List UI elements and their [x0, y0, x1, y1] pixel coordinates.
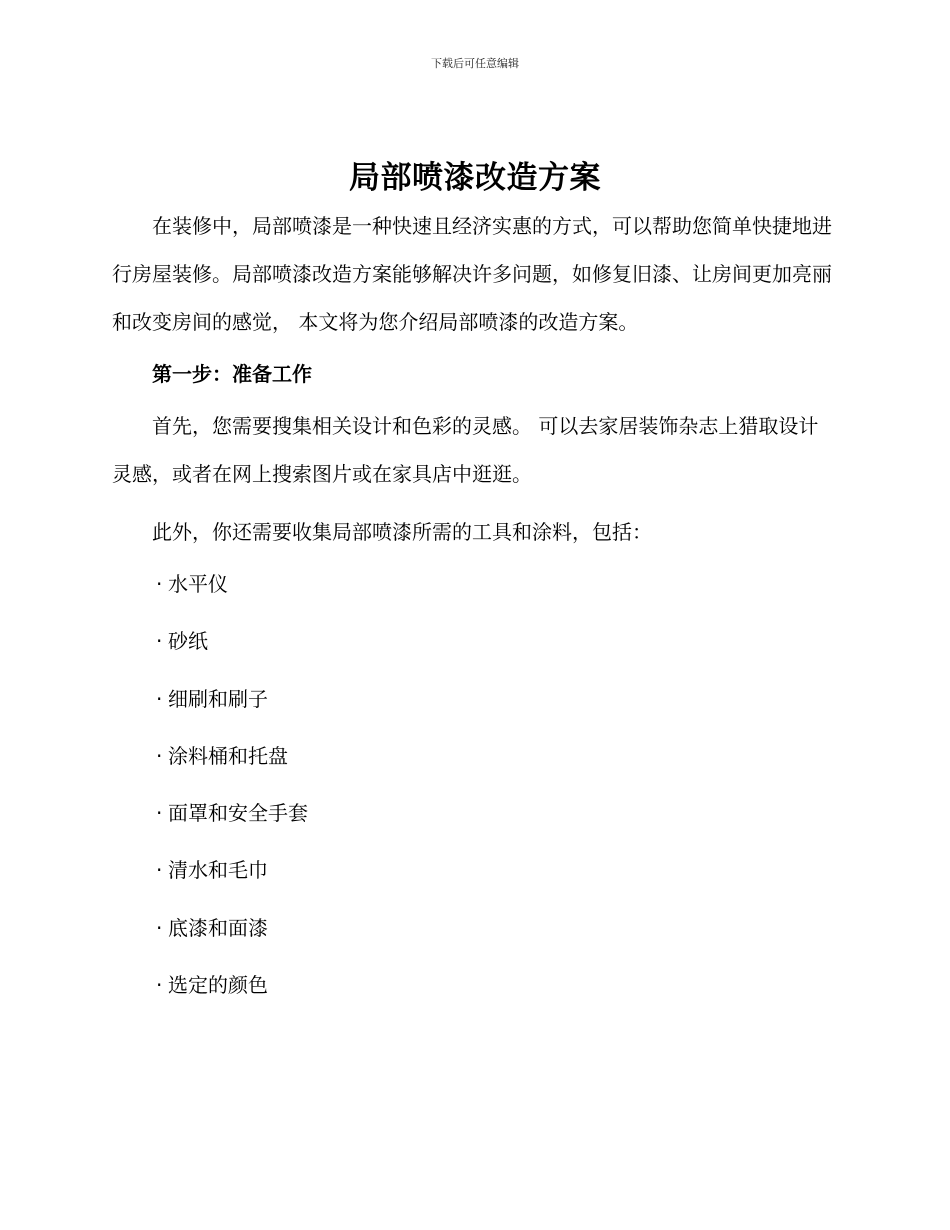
list-item [156, 785, 836, 842]
tool-list [112, 556, 836, 1014]
list-item-label: 选定的颜色 [168, 973, 268, 998]
list-item-label: 面罩和安全手套 [168, 801, 308, 826]
list-item [156, 957, 836, 1014]
list-item [156, 671, 836, 728]
list-item-label: 水平仪 [168, 572, 228, 596]
bullet-icon: · [156, 973, 163, 998]
list-item-label: 底漆和面漆 [168, 915, 268, 940]
step-heading: 第一步：准备工作 [152, 362, 312, 386]
bullet-icon: · [156, 801, 163, 826]
list-item [156, 613, 836, 670]
bullet-icon: · [156, 629, 163, 654]
bullet-icon: · [156, 858, 163, 883]
bullet-icon: · [156, 572, 163, 596]
list-item [156, 842, 836, 899]
header-note: 下载后可任意编辑 [431, 57, 519, 70]
bullet-icon: · [156, 743, 163, 768]
list-item [156, 728, 836, 785]
document-title: 局部喷漆改造方案 [349, 160, 601, 196]
list-item-label: 细刷和刷子 [168, 686, 268, 711]
list-item-label: 砂纸 [168, 629, 208, 654]
list-item-label: 涂料桶和托盘 [168, 743, 288, 768]
document-body [112, 202, 836, 1014]
bullet-icon: · [156, 915, 163, 940]
list-item-label: 清水和毛巾 [168, 858, 268, 883]
list-item [156, 556, 836, 613]
inspiration-paragraph: 首先，您需要搜集相关设计和色彩的灵感。 可以去家居装饰杂志上猎取设计灵感，或者在网上搜索图片或在家具店中逛逛。 [112, 414, 819, 486]
tools-intro-paragraph: 此外，你还需要收集局部喷漆所需的工具和涂料，包括： [152, 520, 652, 544]
intro-paragraph: 在装修中，局部喷漆是一种快速且经济实惠的方式，可以帮助您简单快捷地进行房屋装修。局部喷漆改造方案能够解决许多问题，如修复旧漆、让房间更加亮丽和改变房间的感觉， 本文将为您介绍局部喷漆的改造方案。 [112, 214, 832, 334]
list-item [156, 900, 836, 957]
bullet-icon: · [156, 686, 163, 711]
